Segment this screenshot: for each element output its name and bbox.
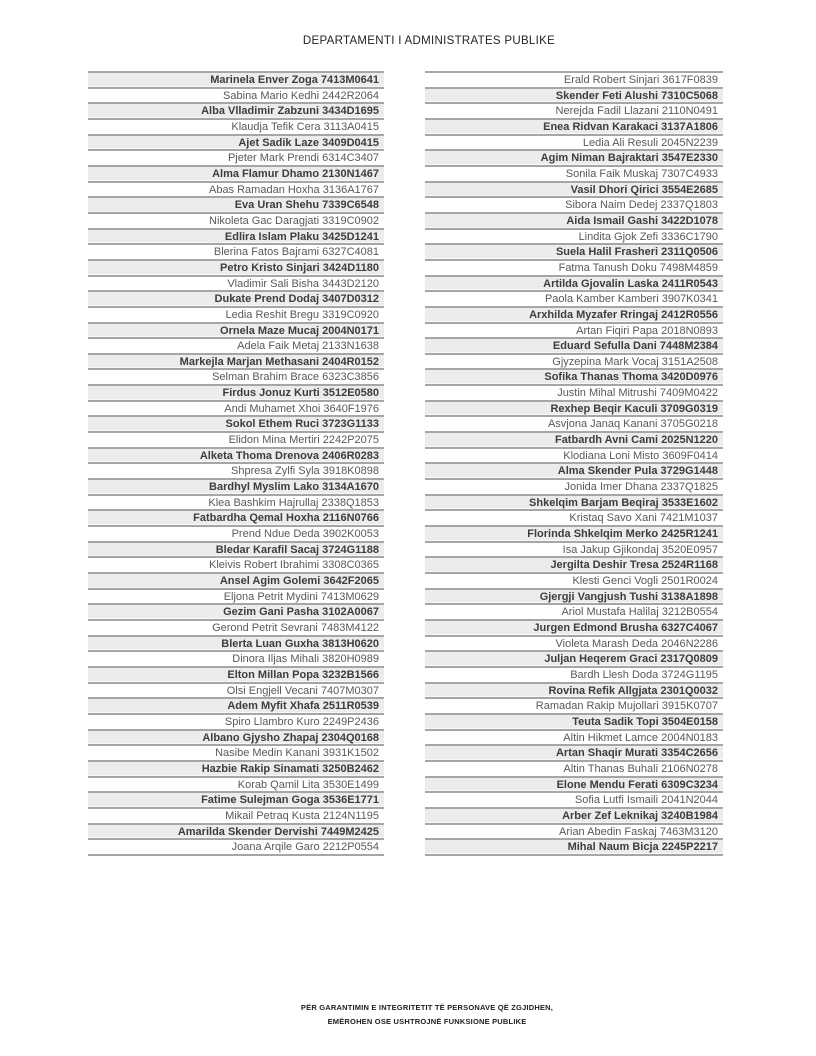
table-row: Sofia Lutfi Ismaili 2041N2044 — [425, 793, 723, 809]
table-row: Eljona Petrit Mydini 7413M0629 — [88, 590, 384, 606]
table-row: Andi Muhamet Xhoi 3640F1976 — [88, 402, 384, 418]
table-row: Selman Brahim Brace 6323C3856 — [88, 370, 384, 386]
table-row: Elidon Mina Mertiri 2242P2075 — [88, 433, 384, 449]
table-row: Adem Myfit Xhafa 2511R0539 — [88, 699, 384, 715]
table-row: Firdus Jonuz Kurti 3512E0580 — [88, 386, 384, 402]
table-row: Aida Ismail Gashi 3422D1078 — [425, 214, 723, 230]
table-row: Gezim Gani Pasha 3102A0067 — [88, 605, 384, 621]
table-row: Fatbardha Qemal Hoxha 2116N0766 — [88, 511, 384, 527]
table-row: Adela Faik Metaj 2133N1638 — [88, 339, 384, 355]
table-row: Lindita Gjok Zefi 3336C1790 — [425, 230, 723, 246]
table-row: Jergilta Deshir Tresa 2524R1168 — [425, 558, 723, 574]
table-row: Kleivis Robert Ibrahimi 3308C0365 — [88, 558, 384, 574]
table-row: Suela Halil Frasheri 2311Q0506 — [425, 245, 723, 261]
table-row: Ramadan Rakip Mujollari 3915K0707 — [425, 699, 723, 715]
table-row: Paola Kamber Kamberi 3907K0341 — [425, 292, 723, 308]
table-row: Albano Gjysho Zhapaj 2304Q0168 — [88, 731, 384, 747]
table-row: Fatime Sulejman Goga 3536E1771 — [88, 793, 384, 809]
table-row: Klesti Genci Vogli 2501R0024 — [425, 574, 723, 590]
table-row: Justin Mihal Mitrushi 7409M0422 — [425, 386, 723, 402]
table-row: Hazbie Rakip Sinamati 3250B2462 — [88, 762, 384, 778]
table-row: Artilda Gjovalin Laska 2411R0543 — [425, 277, 723, 293]
table-row: Kristaq Savo Xani 7421M1037 — [425, 511, 723, 527]
table-row: Blerta Luan Guxha 3813H0620 — [88, 637, 384, 653]
table-row: Ajet Sadik Laze 3409D0415 — [88, 136, 384, 152]
table-row: Violeta Marash Deda 2046N2286 — [425, 637, 723, 653]
table-row: Blerina Fatos Bajrami 6327C4081 — [88, 245, 384, 261]
table-row: Alba Vlladimir Zabzuni 3434D1695 — [88, 104, 384, 120]
table-row: Jonida Imer Dhana 2337Q1825 — [425, 480, 723, 496]
table-row: Sibora Naim Dedej 2337Q1803 — [425, 198, 723, 214]
table-row: Teuta Sadik Topi 3504E0158 — [425, 715, 723, 731]
table-row: Marinela Enver Zoga 7413M0641 — [88, 73, 384, 89]
table-row: Ansel Agim Golemi 3642F2065 — [88, 574, 384, 590]
table-row: Agim Niman Bajraktari 3547E2330 — [425, 151, 723, 167]
table-row: Vladimir Sali Bisha 3443D2120 — [88, 277, 384, 293]
table-row: Prend Ndue Deda 3902K0053 — [88, 527, 384, 543]
table-row: Bardh Llesh Doda 3724G1195 — [425, 668, 723, 684]
table-row: Artan Shaqir Murati 3354C2656 — [425, 746, 723, 762]
table-row: Florinda Shkelqim Merko 2425R1241 — [425, 527, 723, 543]
table-row: Mikail Petraq Kusta 2124N1195 — [88, 809, 384, 825]
name-table-left — [88, 71, 384, 856]
table-row: Gjergji Vangjush Tushi 3138A1898 — [425, 590, 723, 606]
table-row: Asvjona Janaq Kanani 3705G0218 — [425, 417, 723, 433]
table-row: Sabina Mario Kedhi 2442R2064 — [88, 89, 384, 105]
table-row: Enea Ridvan Karakaci 3137A1806 — [425, 120, 723, 136]
table-row: Shkelqim Barjam Beqiraj 3533E1602 — [425, 496, 723, 512]
table-row: Artan Fiqiri Papa 2018N0893 — [425, 324, 723, 340]
table-row: Klea Bashkim Hajrullaj 2338Q1853 — [88, 496, 384, 512]
table-row: Nikoleta Gac Daragjati 3319C0902 — [88, 214, 384, 230]
table-row: Nerejda Fadil Llazani 2110N0491 — [425, 104, 723, 120]
footer-line-2: EMËROHEN OSE USHTROJNË FUNKSIONE PUBLIKE — [327, 1016, 527, 1026]
table-row: Joana Arqile Garo 2212P0554 — [88, 840, 384, 856]
name-table-right — [425, 71, 723, 856]
table-row: Abas Ramadan Hoxha 3136A1767 — [88, 183, 384, 199]
table-row: Sofika Thanas Thoma 3420D0976 — [425, 370, 723, 386]
table-row: Arber Zef Leknikaj 3240B1984 — [425, 809, 723, 825]
table-row: Ariol Mustafa Halilaj 3212B0554 — [425, 605, 723, 621]
table-row: Edlira Islam Plaku 3425D1241 — [88, 230, 384, 246]
table-row: Bardhyl Myslim Lako 3134A1670 — [88, 480, 384, 496]
table-row: Alma Flamur Dhamo 2130N1467 — [88, 167, 384, 183]
table-row: Amarilda Skender Dervishi 7449M2425 — [88, 825, 384, 841]
table-row: Alketa Thoma Drenova 2406R0283 — [88, 449, 384, 465]
table-row: Alma Skender Pula 3729G1448 — [425, 464, 723, 480]
table-row: Elone Mendu Ferati 6309C3234 — [425, 778, 723, 794]
table-row: Ledia Reshit Bregu 3319C0920 — [88, 308, 384, 324]
table-row: Erald Robert Sinjari 3617F0839 — [425, 73, 723, 89]
table-row: Ornela Maze Mucaj 2004N0171 — [88, 324, 384, 340]
table-row: Arxhilda Myzafer Rringaj 2412R0556 — [425, 308, 723, 324]
table-row: Fatbardh Avni Cami 2025N1220 — [425, 433, 723, 449]
table-row: Gjyzepina Mark Vocaj 3151A2508 — [425, 355, 723, 371]
name-tables-container — [88, 71, 723, 856]
table-row: Arian Abedin Faskaj 7463M3120 — [425, 825, 723, 841]
table-row: Eduard Sefulla Dani 7448M2384 — [425, 339, 723, 355]
table-row: Vasil Dhori Qirici 3554E2685 — [425, 183, 723, 199]
table-row: Jurgen Edmond Brusha 6327C4067 — [425, 621, 723, 637]
table-row: Dinora Iljas Mihali 3820H0989 — [88, 652, 384, 668]
table-row: Spiro Llambro Kuro 2249P2436 — [88, 715, 384, 731]
table-row: Eva Uran Shehu 7339C6548 — [88, 198, 384, 214]
table-row: Altin Thanas Buhali 2106N0278 — [425, 762, 723, 778]
table-row: Fatma Tanush Doku 7498M4859 — [425, 261, 723, 277]
table-row: Korab Qamil Lita 3530E1499 — [88, 778, 384, 794]
table-row: Skender Feti Alushi 7310C5068 — [425, 89, 723, 105]
table-row: Bledar Karafil Sacaj 3724G1188 — [88, 543, 384, 559]
table-row: Klodiana Loni Misto 3609F0414 — [425, 449, 723, 465]
footer-line-1: PËR GARANTIMIN E INTEGRITETIT TË PERSONAVE QË ZGJIDHEN, — [300, 1003, 554, 1012]
table-row: Isa Jakup Gjikondaj 3520E0957 — [425, 543, 723, 559]
table-row: Pjeter Mark Prendi 6314C3407 — [88, 151, 384, 167]
table-row: Petro Kristo Sinjari 3424D1180 — [88, 261, 384, 277]
table-row: Ledia Ali Resuli 2045N2239 — [425, 136, 723, 152]
table-row: Altin Hikmet Lamce 2004N0183 — [425, 731, 723, 747]
table-row: Sonila Faik Muskaj 7307C4933 — [425, 167, 723, 183]
table-row: Rovina Refik Allgjata 2301Q0032 — [425, 684, 723, 700]
table-row: Dukate Prend Dodaj 3407D0312 — [88, 292, 384, 308]
table-row: Juljan Heqerem Graci 2317Q0809 — [425, 652, 723, 668]
table-row: Rexhep Beqir Kaculi 3709G0319 — [425, 402, 723, 418]
table-row: Gerond Petrit Sevrani 7483M4122 — [88, 621, 384, 637]
table-row: Elton Millan Popa 3232B1566 — [88, 668, 384, 684]
table-row: Olsi Engjell Vecani 7407M0307 — [88, 684, 384, 700]
table-row: Shpresa Zylfi Syla 3918K0898 — [88, 464, 384, 480]
table-row: Nasibe Medin Kanani 3931K1502 — [88, 746, 384, 762]
page-title: DEPARTAMENTI I ADMINISTRATES PUBLIKE — [302, 35, 556, 47]
page-footer — [0, 1001, 816, 1028]
table-row: Markejla Marjan Methasani 2404R0152 — [88, 355, 384, 371]
table-row: Klaudja Tefik Cera 3113A0415 — [88, 120, 384, 136]
table-row: Sokol Ethem Ruci 3723G1133 — [88, 417, 384, 433]
table-row: Mihal Naum Bicja 2245P2217 — [425, 840, 723, 856]
